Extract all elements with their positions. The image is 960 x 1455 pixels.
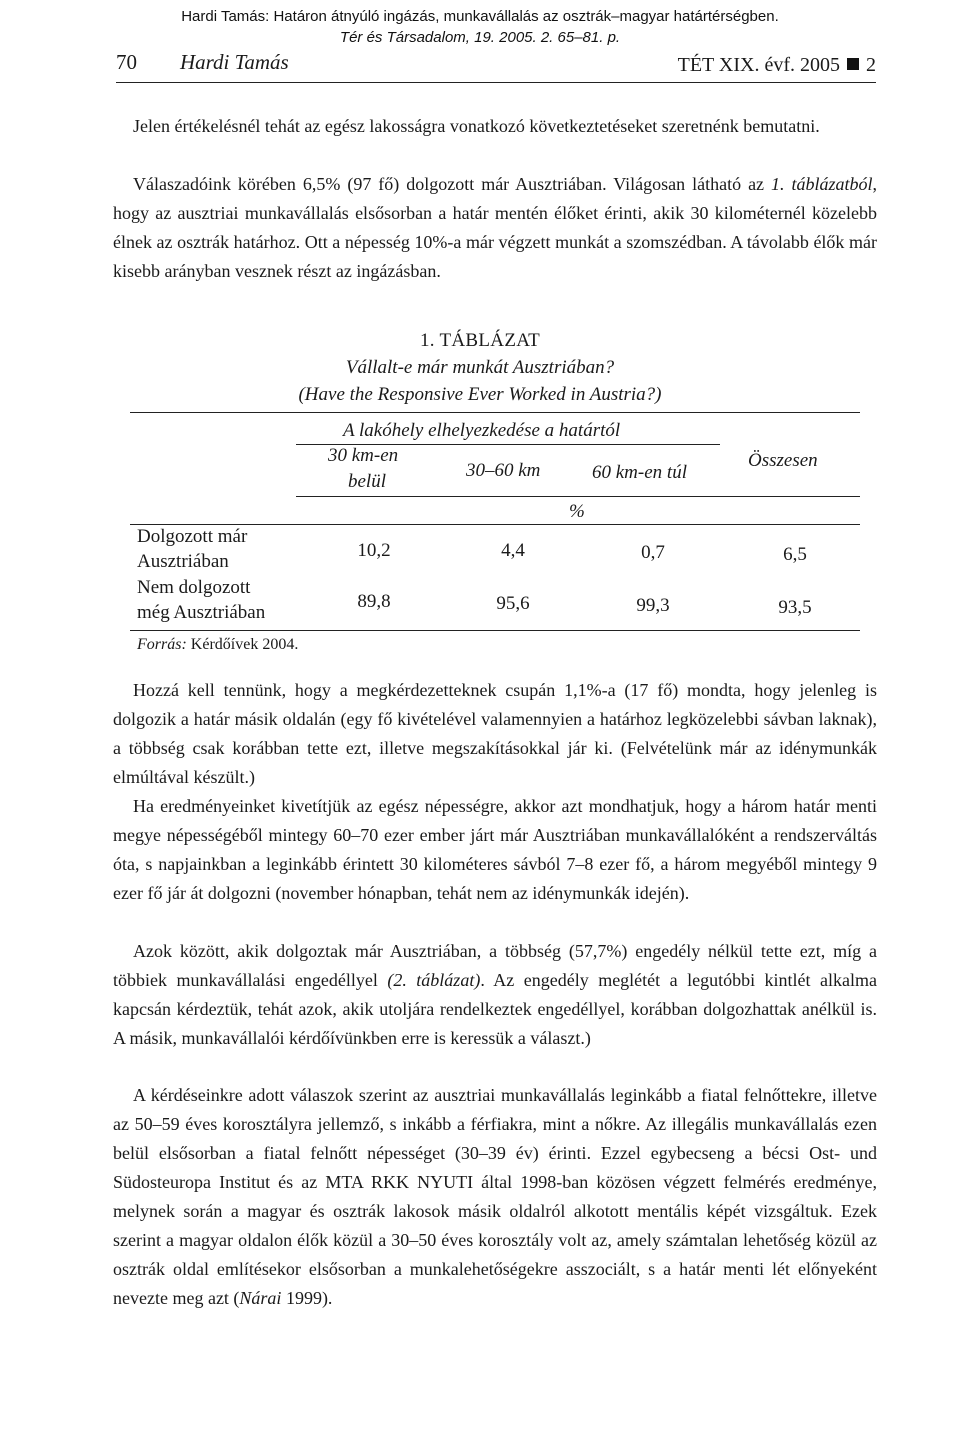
paragraph-4: Ha eredményeinket kivetítjük az egész népességre, akkor azt mondhatjuk, hogy a három határ menti megye népességéből mintegy 60–70 ezer ember járt már Ausztriában munkavállalóként a rendszerváltás óta, s napjainkban a leginkább érintett 30 kilométeres sávból 7–8 ezer fő, a három megyéből mintegy 9 ezer fő jár át dolgozni (november hónapban, tehát nem az idénymunkák idején). bbox=[113, 796, 877, 903]
table-label: 1. TÁBLÁZAT bbox=[419, 330, 541, 351]
journal-number: 2 bbox=[866, 54, 876, 76]
running-head-journal bbox=[678, 54, 876, 77]
col-header-30-60km: 30–60 km bbox=[466, 460, 541, 481]
running-head bbox=[116, 50, 876, 84]
row-label-line1: Dolgozott már bbox=[137, 526, 248, 547]
citation-line-2: Tér és Társadalom, 19. 2005. 2. 65–81. p. bbox=[339, 29, 621, 46]
row-label-line2: Ausztriában bbox=[137, 551, 229, 572]
paragraph-2-text-b: , hogy az ausztriai munkavállalás elsősorban a határ mentén élőket érinti, akik 30 kilométernél közelebb élnek az osztrák határhoz. Ott a népesség 10%-a már végzett munkát a szomszédban. A távolabb élők már kisebb arányban vesznek részt az ingázásban. bbox=[113, 174, 877, 281]
row-label-line1: Nem dolgozott bbox=[137, 577, 251, 598]
header-bottom-rule bbox=[296, 496, 860, 497]
cell-value: 99,3 bbox=[636, 595, 670, 616]
paragraph-2-text-a: Válaszadóink körében 6,5% (97 fő) dolgozott már Ausztriában. Világosan látható az bbox=[133, 174, 772, 194]
cell-value: 93,5 bbox=[778, 597, 812, 618]
paragraph-5 bbox=[113, 937, 877, 1053]
table-title-english: (Have the Responsive Ever Worked in Austria?) bbox=[298, 384, 662, 405]
row-label-line2: még Ausztriában bbox=[137, 602, 266, 623]
page-number: 70 bbox=[116, 50, 137, 74]
table-top-rule bbox=[130, 412, 860, 413]
cell-value: 4,4 bbox=[501, 540, 525, 561]
table-caption bbox=[0, 328, 960, 408]
paragraph-3: Hozzá kell tennünk, hogy a megkérdezetteknek csupán 1,1%-a (17 fő) mondta, hogy jelenleg is dolgozik a határ másik oldalán (egy fő kivételével valamennyien a határhoz legközelebbi sávban laknak), a többség csak korábban tette ezt, illetve megszakításokkal jár ki. (Felvételünk már az idénymunkák elmúltával készült.) bbox=[113, 680, 877, 787]
paragraph-6 bbox=[113, 1081, 877, 1313]
paragraph-5-text-a: Azok között, akik dolgoztak már Ausztriában, a többség (57,7%) engedély nélkül tette ezt, míg a többiek munkavállalási engedéllyel bbox=[113, 941, 877, 990]
citation-reference: Nárai bbox=[239, 1288, 282, 1308]
table-reference-2: (2. táblázat) bbox=[387, 970, 481, 990]
cell-value: 95,6 bbox=[496, 593, 530, 614]
group-header: A lakóhely elhelyezkedése a határtól bbox=[343, 420, 621, 441]
col-header-60km: 60 km-en túl bbox=[592, 462, 687, 483]
col-header-30km-line1: 30 km-en bbox=[328, 445, 399, 466]
cell-value: 0,7 bbox=[641, 542, 665, 563]
unit-label: % bbox=[569, 501, 585, 522]
paragraph-5-text-b: . Az engedély meglétét a legutóbbi kintlét alkalma kapcsán kérdeztük, tehát azok, akik utoljára rendelkeztek engedéllyel, korábban dolgozhattak anélkül is. A másik, munkavállalói kérdőívünkben erre is keressük a választ.) bbox=[113, 970, 877, 1048]
source-label: Forrás: bbox=[137, 636, 187, 653]
square-bullet-icon bbox=[847, 58, 859, 70]
running-head-author: Hardi Tamás bbox=[180, 50, 289, 74]
table-source bbox=[137, 636, 298, 654]
journal-issue: TÉT XIX. évf. 2005 bbox=[677, 54, 840, 76]
paragraph-2 bbox=[113, 170, 877, 286]
paragraph-6-text-b: 1999). bbox=[281, 1288, 333, 1308]
header-rule bbox=[116, 82, 876, 83]
col-header-total: Összesen bbox=[748, 450, 818, 471]
cell-value: 6,5 bbox=[783, 544, 807, 565]
source-text: Kérdőívek 2004. bbox=[186, 636, 299, 653]
col-header-30km-line2: belül bbox=[348, 471, 386, 492]
table-bottom-rule bbox=[130, 630, 860, 631]
cell-value: 10,2 bbox=[357, 540, 391, 561]
citation-line-1: Hardi Tamás: Határon átnyúló ingázás, munkavállalás az osztrák–magyar határtérségben. bbox=[181, 8, 779, 25]
table-title: Vállalt-e már munkát Ausztriában? bbox=[345, 357, 615, 378]
citation-header bbox=[0, 6, 960, 48]
paragraph-1: Jelen értékelésnél tehát az egész lakosságra vonatkozó következtetéseket szeretnénk bemutatni. bbox=[133, 116, 820, 136]
cell-value: 89,8 bbox=[357, 591, 391, 612]
paragraph-6-text-a: A kérdéseinkre adott válaszok szerint az ausztriai munkavállalás leginkább a fiatal felnőttekre, illetve az 50–59 éves korosztályra jellemző, s inkább a férfiakra, mint a nőkre. Az illegális munkavállalás ezen belül elsősorban a fiatal felnőtt népességet (30–39 év) érinti. Ezzel egybecseng a bécsi Ost- und Südosteuropa Institut és az MTA RKK NYUTI által 1998-ban közösen végzett felmérés eredménye, melynek során a magyar és osztrák lakosok másik oldalról alkotott mentális képét vizsgáltuk. Ezek szerint a magyar oldalon élők közül a 30–50 éves korosztály volt az, amely számtalan lehetőség közül az osztrák oldal említésekor elsősorban a munkalehetőségekre asszociált, s a határ menti lét előnyeként nevezte meg azt ( bbox=[113, 1085, 877, 1308]
table-reference-1: 1. táblázatból bbox=[771, 174, 873, 194]
